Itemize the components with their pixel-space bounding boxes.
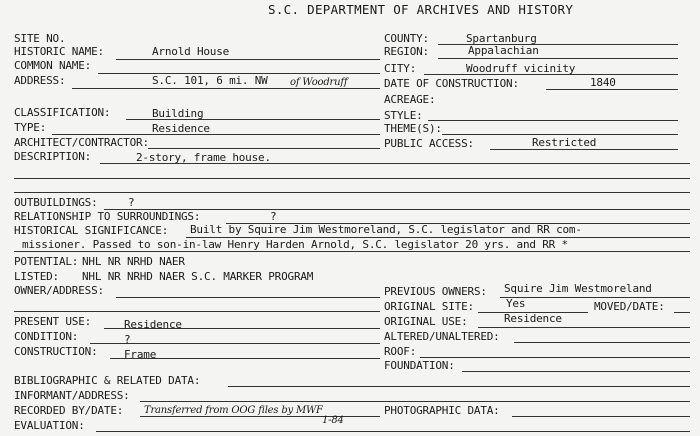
relationship-label: RELATIONSHIP TO SURROUNDINGS:	[14, 210, 201, 223]
significance-value-line-1: Built by Squire Jim Westmoreland, S.C. legislator and RR com-	[190, 223, 582, 236]
county-label: COUNTY:	[384, 32, 429, 45]
historical-significance-label: HISTORICAL SIGNIFICANCE:	[14, 224, 169, 237]
condition-label: CONDITION:	[14, 330, 79, 343]
classification-label: CLASSIFICATION:	[14, 106, 111, 119]
evaluation-label: EVALUATION:	[14, 419, 85, 432]
outbuildings-label: OUTBUILDINGS:	[14, 196, 98, 209]
recorded-by-label: RECORDED BY/DATE:	[14, 404, 124, 417]
date-of-construction-value: 1840	[590, 76, 616, 89]
previous-owners-line	[500, 297, 690, 298]
date-of-construction-label: DATE OF CONSTRUCTION:	[384, 77, 519, 90]
city-value: Woodruff vicinity	[466, 62, 576, 75]
altered-line	[514, 342, 690, 343]
description-blank-line-2	[14, 192, 690, 193]
type-line	[52, 134, 380, 135]
recorded-date-value: 1-84	[322, 415, 344, 426]
public-access-line	[490, 149, 678, 150]
date-of-construction-line	[546, 89, 678, 90]
historic-name-label: HISTORIC NAME:	[14, 45, 104, 58]
historic-name-line	[116, 59, 380, 60]
site-no-label: SITE NO.	[14, 32, 66, 45]
previous-owners-label: PREVIOUS OWNERS:	[384, 285, 487, 298]
owner-address-line	[116, 297, 380, 298]
original-site-value: Yes	[506, 297, 526, 310]
address-label: ADDRESS:	[14, 74, 66, 87]
evaluation-line	[96, 431, 690, 432]
potential-options: NHL NR NRHD NAER	[82, 255, 185, 268]
roof-label: ROOF:	[384, 345, 417, 358]
foundation-line	[462, 371, 690, 372]
historic-name-value: Arnold House	[152, 45, 230, 58]
original-use-value: Residence	[504, 312, 562, 325]
roof-line	[420, 357, 690, 358]
style-label: STYLE:	[384, 109, 423, 122]
themes-line	[442, 134, 678, 135]
altered-label: ALTERED/UNALTERED:	[384, 330, 500, 343]
county-value: Spartanburg	[466, 32, 537, 45]
outbuildings-value: ?	[128, 196, 135, 209]
owner-address-label: OWNER/ADDRESS:	[14, 284, 104, 297]
foundation-label: FOUNDATION:	[384, 359, 455, 372]
architect-label: ARCHITECT/CONTRACTOR:	[14, 136, 149, 149]
informant-label: INFORMANT/ADDRESS:	[14, 389, 130, 402]
address-typed-value: S.C. 101, 6 mi. NW	[152, 74, 268, 87]
photographic-label: PHOTOGRAPHIC DATA:	[384, 404, 500, 417]
type-value: Residence	[152, 122, 210, 135]
present-use-label: PRESENT USE:	[14, 315, 92, 328]
original-use-label: ORIGINAL USE:	[384, 315, 468, 328]
common-name-label: COMMON NAME:	[14, 59, 92, 72]
listed-options: NHL NR NRHD NAER S.C. MARKER PROGRAM	[82, 270, 314, 283]
moved-date-line	[674, 312, 690, 313]
relationship-value: ?	[270, 210, 277, 223]
themes-label: THEME(S):	[384, 122, 442, 135]
description-blank-line-1	[14, 178, 690, 179]
construction-value: Frame	[124, 348, 157, 361]
photographic-line	[512, 416, 690, 417]
owner-address-line-2	[14, 311, 380, 312]
form-header: S.C. DEPARTMENT OF ARCHIVES AND HISTORY	[268, 2, 574, 17]
region-line	[438, 58, 678, 59]
public-access-label: PUBLIC ACCESS:	[384, 137, 474, 150]
address-handwritten-value: of Woodruff	[290, 77, 348, 88]
description-label: DESCRIPTION:	[14, 150, 92, 163]
listed-label: LISTED:	[14, 270, 59, 283]
style-line	[428, 120, 678, 121]
present-use-value: Residence	[124, 318, 182, 331]
type-label: TYPE:	[14, 121, 47, 134]
previous-owners-value: Squire Jim Westmoreland	[504, 282, 652, 295]
public-access-value: Restricted	[532, 136, 597, 149]
condition-value: ?	[124, 333, 131, 346]
description-value: 2-story, frame house.	[136, 151, 271, 164]
classification-value: Building	[152, 107, 204, 120]
significance-line-2	[14, 251, 690, 252]
bibliographic-line	[228, 386, 690, 387]
region-value: Appalachian	[468, 44, 539, 57]
moved-date-label: MOVED/DATE:	[594, 300, 665, 313]
city-label: CITY:	[384, 62, 417, 75]
potential-label: POTENTIAL:	[14, 255, 79, 268]
informant-line	[140, 401, 690, 402]
architect-line	[148, 148, 380, 149]
acreage-label: ACREAGE:	[384, 93, 436, 106]
original-site-label: ORIGINAL SITE:	[384, 300, 474, 313]
bibliographic-label: BIBLIOGRAPHIC & RELATED DATA:	[14, 374, 201, 387]
significance-value-line-2: missioner. Passed to son-in-law Henry Harden Arnold, S.C. legislator 20 yrs. and RR *	[22, 238, 568, 251]
original-use-line	[478, 327, 690, 328]
region-label: REGION:	[384, 45, 429, 58]
recorded-by-value: Transferred from OOG files by MWF	[144, 405, 323, 416]
construction-label: CONSTRUCTION:	[14, 345, 98, 358]
condition-line	[90, 343, 380, 344]
